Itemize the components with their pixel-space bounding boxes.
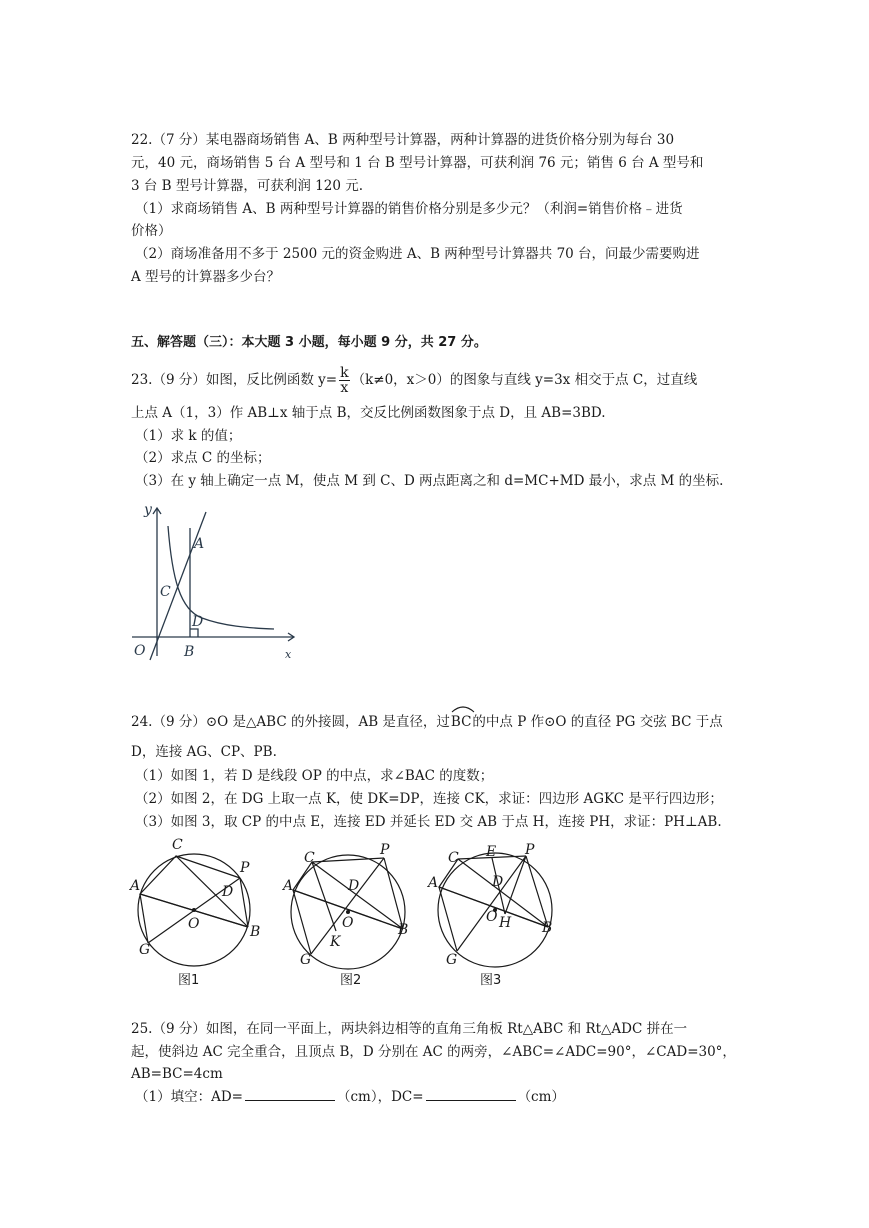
q24-part-1: （1）如图 1，若 D 是线段 OP 的中点，求∠BAC 的度数； [135,768,494,784]
right-angle-mark [190,629,198,637]
fig2-label-p: P [380,842,390,858]
q22-part2-line-2: A 型号的计算器多少台？ [131,269,281,285]
fig2-label-g: G [300,952,312,968]
q24-line-2: D，连接 AG、CP、PB. [131,744,277,760]
fig2-label-b: B [398,922,409,938]
center-dot-1 [192,908,196,912]
fig2-label-k: K [330,934,341,950]
label-o: O [134,643,146,659]
hyperbola-curve [168,526,274,629]
label-a: A [194,536,205,552]
q23-line-1-start: 23.（9 分）如图，反比例函数 y= [131,372,338,388]
arc-mark-icon [450,703,476,713]
q22-line-3: 3 台 B 型号计算器，可获利润 120 元. [131,178,364,194]
q23-line-2: 上点 A（1，3）作 AB⊥x 轴于点 B，交反比例函数图象于点 D，且 AB=3BD. [131,405,606,421]
fig3-label-e: E [486,844,497,860]
q25-part-1-end: （cm） [517,1089,565,1105]
fig1-label-a: A [130,878,141,894]
center-dot-2 [346,910,350,914]
q23-line-1 [131,366,697,395]
arc-bc-label: BC [450,714,472,730]
fig1-label-g: G [139,942,151,958]
q23-part-3: （3）在 y 轴上确定一点 M，使点 M 到 C、D 两点距离之和 d=MC+MD 最小，求点 M 的坐标. [135,473,724,489]
q22-line-1: 22.（7 分）某电器商场销售 A、B 两种型号计算器，两种计算器的进货价格分别为每台 30 [131,132,675,148]
q24-line-1 [131,712,723,732]
fig1-label-p: P [240,860,250,876]
answer-blank-ad[interactable] [245,1086,335,1101]
fig3-label-c: C [448,850,459,866]
fig2-label-c: C [304,850,315,866]
label-d: D [192,614,204,630]
label-y: y [144,502,152,518]
fig1-label-d: D [222,884,234,900]
caption-figure-2: 图2 [340,973,362,988]
q22-part2-line-1: （2）商场准备用不多于 2500 元的资金购进 A、B 两种型号计算器共 70 台，问最少需要购进 [135,246,700,262]
q25-line-3: AB=BC=4cm [131,1066,223,1082]
q25-line-2: 起，使斜边 AC 完全重合，且顶点 B，D 分别在 AC 的两旁，∠ABC=∠ADC=90°，∠CAD=30°， [131,1044,736,1060]
fraction-numerator: k [340,365,349,381]
q25-line-1: 25.（9 分）如图，在同一平面上，两块斜边相等的直角三角板 Rt△ABC 和 Rt△ADC 拼在一 [131,1021,688,1037]
fig3-label-d: D [492,874,504,890]
fig2-label-a: A [283,878,294,894]
q23-line-1-end: （k≠0，x＞0）的图象与直线 y=3x 相交于点 C，过直线 [351,372,698,388]
fig3-label-a: A [428,875,439,891]
caption-figure-3: 图3 [480,973,502,988]
q25-part-1 [135,1086,565,1107]
fig3-label-h: H [499,915,512,931]
q24-figures [128,832,568,992]
fig3-label-b: B [542,920,553,936]
q23-part-1: （1）求 k 的值； [135,428,242,444]
fig1-label-c: C [172,837,183,853]
q24-part-3: （3）如图 3，取 CP 的中点 E，连接 ED 并延长 ED 交 AB 于点 H，连接 PH，求证：PH⊥AB. [135,814,722,830]
fraction-denominator: x [340,380,349,396]
q25-part-1-start: （1）填空：AD= [135,1089,243,1105]
label-x: x [285,648,292,661]
fraction-k-over-x [339,366,349,395]
arc-bc [450,712,473,732]
section-5-heading: 五、解答题（三）：本大题 3 小题，每小题 9 分，共 27 分。 [131,335,487,350]
q24-part-2: （2）如图 2，在 DG 上取一点 K，使 DK=DP，连接 CK，求证：四边形 AGKC 是平行四边形； [135,791,723,807]
fig3-label-p: P [525,842,535,858]
fig3-label-o: O [486,909,498,925]
answer-blank-dc[interactable] [426,1086,516,1101]
fig1-label-b: B [250,924,261,940]
q23-part-2: （2）求点 C 的坐标； [135,450,271,466]
fig3-label-g: G [446,952,458,968]
q22-part1-line-2: 价格） [131,223,172,239]
label-c: C [160,584,171,600]
q22-part1-line-1: （1）求商场销售 A、B 两种型号计算器的销售价格分别是多少元？（利润=销售价格﹣进货 [135,201,683,217]
fig2-label-o: O [342,915,354,931]
q24-line-1-end: 的中点 P 作⊙O 的直径 PG 交弦 BC 于点 [472,714,723,730]
caption-figure-1: 图1 [178,973,200,988]
label-b: B [184,644,195,660]
q24-line-1-start: 24.（9 分）⊙O 是△ABC 的外接圆，AB 是直径，过 [131,714,450,730]
fig1-label-o: O [188,916,200,932]
q23-graph-figure [128,498,303,663]
fig2-label-d: D [348,878,360,894]
q22-line-2: 元，40 元，商场销售 5 台 A 型号和 1 台 B 型号计算器，可获利润 76 元；销售 6 台 A 型号和 [131,155,704,171]
q25-part-1-middle: （cm），DC= [336,1089,424,1105]
